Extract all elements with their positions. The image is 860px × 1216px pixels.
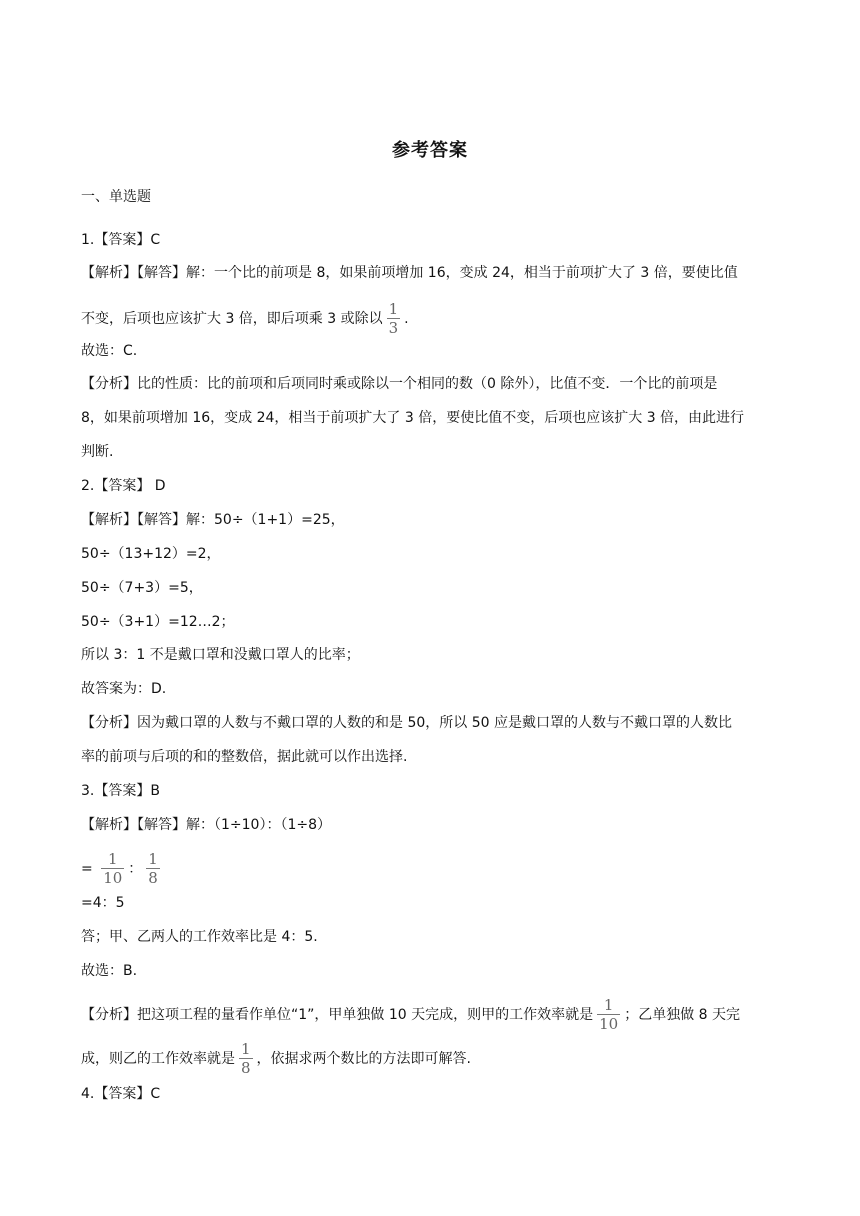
equals-sign: = (81, 861, 93, 877)
q2-analysis-line3: 50÷（7+3）=5， (81, 580, 203, 596)
q3-analysis-line1: 【解析】【解答】解：（1÷10）：（1÷8） (81, 817, 331, 833)
q1-choice: 故选：C. (81, 343, 138, 359)
fraction-one-eighth (146, 852, 160, 886)
q3-explanation-text-b: ；乙单独做 8 天完 (624, 1007, 741, 1023)
q2-choice: 故答案为：D. (81, 681, 167, 697)
fraction-numerator: 1 (603, 996, 614, 1014)
q1-analysis-line1: 【解析】【解答】解：一个比的前项是 8，如果前项增加 16，变成 24，相当于前项扩大了 3 倍，要使比值 (81, 265, 738, 281)
q1-answer: 1.【答案】C (81, 232, 161, 248)
q4-answer: 4.【答案】C (81, 1086, 161, 1102)
fraction-denominator: 8 (241, 1059, 251, 1077)
q3-analysis-line3: =4：5 (81, 895, 125, 911)
fraction-one-third (387, 302, 401, 336)
fraction-denominator: 8 (148, 869, 158, 887)
q1-analysis-end: . (404, 311, 409, 327)
fraction-numerator: 1 (388, 300, 399, 318)
q2-explanation-line1: 【分析】因为戴口罩的人数与不戴口罩的人数的和是 50，所以 50 应是戴口罩的人数与不戴口罩的人数比 (81, 715, 732, 731)
page-title: 参考答案 (392, 140, 468, 161)
q3-choice: 故选：B. (81, 963, 138, 979)
q3-analysis-fraction-line (81, 852, 164, 886)
q3-explanation-line1 (81, 998, 740, 1032)
fraction-numerator: 1 (241, 1040, 251, 1058)
q1-explanation-line1: 【分析】比的性质：比的前项和后项同时乘或除以一个相同的数（0 除外），比值不变．一个比的前项是 (81, 376, 718, 392)
q3-explanation-text-d: ，依据求两个数比的方法即可解答. (256, 1051, 471, 1067)
fraction-one-eighth (239, 1042, 253, 1076)
fraction-denominator: 10 (103, 869, 123, 887)
q1-explanation-line3: 判断. (81, 444, 114, 460)
fraction-one-tenth (597, 998, 620, 1032)
fraction-denominator: 10 (599, 1015, 619, 1033)
q1-analysis-line2 (81, 302, 409, 336)
q3-explanation-text-c: 成，则乙的工作效率就是 (81, 1051, 235, 1067)
q3-explanation-line2 (81, 1042, 471, 1076)
fraction-one-tenth (101, 852, 124, 886)
q2-analysis-line5: 所以 3：1 不是戴口罩和没戴口罩人的比率； (81, 647, 360, 663)
q2-explanation-line2: 率的前项与后项的和的整数倍，据此就可以作出选择. (81, 749, 408, 765)
section-heading: 一、单选题 (81, 189, 151, 205)
fraction-numerator: 1 (148, 850, 158, 868)
fraction-numerator: 1 (107, 850, 118, 868)
q3-analysis-line4: 答；甲、乙两人的工作效率比是 4：5. (81, 929, 318, 945)
q2-analysis-line4: 50÷（3+1）=12…2； (81, 614, 235, 630)
fraction-denominator: 3 (388, 319, 399, 337)
q3-explanation-text-a: 【分析】把这项工程的量看作单位“1”，甲单独做 10 天完成，则甲的工作效率就是 (81, 1007, 594, 1023)
q2-analysis-line1: 【解析】【解答】解：50÷（1+1）=25， (81, 512, 345, 528)
q1-analysis-text: 不变，后项也应该扩大 3 倍，即后项乘 3 或除以 (81, 311, 383, 327)
q3-answer: 3.【答案】B (81, 783, 160, 799)
q2-analysis-line2: 50÷（13+12）=2， (81, 546, 221, 562)
q1-explanation-line2: 8，如果前项增加 16，变成 24，相当于前项扩大了 3 倍，要使比值不变，后项也应该扩大 3 倍，由此进行 (81, 410, 745, 426)
ratio-separator: ： (128, 861, 143, 877)
q2-answer: 2.【答案】 D (81, 478, 166, 494)
